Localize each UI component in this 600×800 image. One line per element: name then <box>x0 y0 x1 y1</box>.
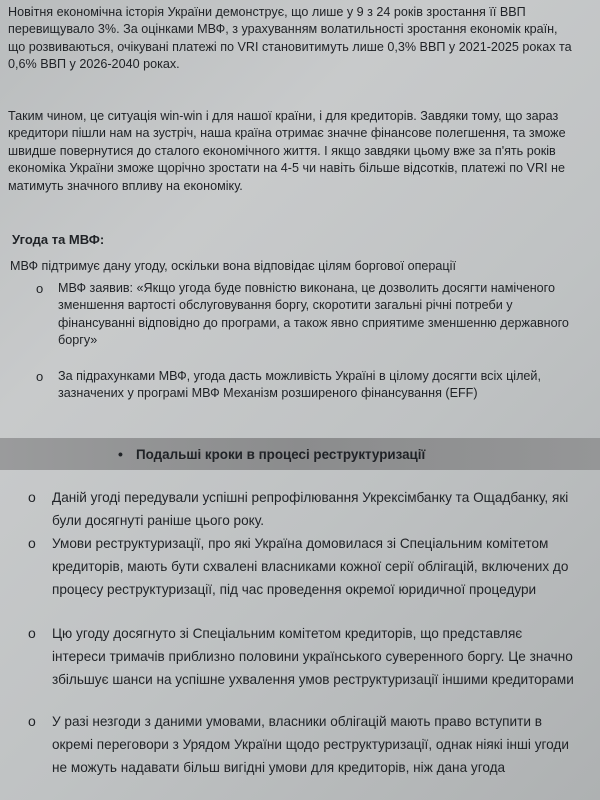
bullet-marker: o <box>28 535 36 551</box>
list-item <box>36 280 576 350</box>
list-item-text: Цю угоду досягнуто зі Спеціальним комітетом кредиторів, що представляє інтереси тримачів приблизно половини українського суверенного боргу. Це значно збільшує шанси на успішне ухвалення умов реструктуризації іншими кредиторами <box>52 626 574 687</box>
list-item-text: МВФ заявив: «Якщо угода буде повністю виконана, це дозволить досягти наміченого зменшення вартості обслуговування боргу, скоротити загальні річні потреби у фінансуванні відповідно до програми, а також явно сприятиме зменшенню державного боргу» <box>58 281 569 348</box>
imf-intro: МВФ підтримує дану угоду, оскільки вона відповідає цілям боргової операції <box>10 259 456 273</box>
bullet-marker: o <box>28 625 36 641</box>
list-item <box>28 532 576 601</box>
list-item-text: У разі незгоди з даними умовами, власники облігацій мають право вступити в окремі переговори з Урядом України щодо реструктуризації, однак ніякі інші угоди не можуть надавати більш вигідні умови для кредиторів, ніж дана угода <box>52 714 569 775</box>
bullet-marker: o <box>36 369 44 384</box>
banner-title: Подальші кроки в процесі реструктуризації <box>136 446 426 462</box>
list-item <box>28 622 576 691</box>
list-item-text: Даній угоді передували успішні репрофілювання Укрексімбанку та Ощадбанку, які були досягнуті раніше цього року. <box>52 490 569 528</box>
bullet-marker: o <box>28 489 36 505</box>
bullet-marker: o <box>36 281 44 296</box>
bullet-marker: o <box>28 713 36 729</box>
list-item-text: Умови реструктуризації, про які Україна домовилася зі Спеціальним комітетом кредиторів, мають бути схвалені власниками кожної серії облігацій, включених до процесу реструктуризації, під час проведення окремої юридичної процедури <box>52 536 569 597</box>
banner-bullet: • <box>118 446 123 462</box>
list-item-text: За підрахунками МВФ, угода дасть можливість Україні в цілому досягти всіх цілей, зазначених у програмі МВФ Механізм розширеного фінансування (EFF) <box>58 369 541 401</box>
section-heading-imf: Угода та МВФ: <box>12 232 105 247</box>
list-item <box>28 486 576 532</box>
list-item <box>36 368 576 403</box>
section-banner <box>0 438 600 470</box>
list-item <box>28 710 576 779</box>
paragraph-win-win: Таким чином, це ситуація win-win і для нашої країни, і для кредиторів. Завдяки тому, що зараз кредитори пішли нам на зустріч, наша країна отримає значне фінансове полегшення, та зможе швидше повернутися до сталого економічного життя. І якщо завдяки цьому вже за п'ять років економіка України зможе щорічно зростати на 4-5 чи навіть більше відсотків, платежі по VRI не матимуть значного впливу на економіку. <box>8 109 566 193</box>
paragraph-gdp-history: Новітня економічна історія України демонструє, що лише у 9 з 24 років зростання її ВВП перевищувало 3%. За оцінками МВФ, з урахуванням волатильності зростання економік країн, що розвиваються, очікувані платежі по VRI становитимуть лише 0,3% ВВП у 2021-2025 роках та 0,6% ВВП у 2026-2040 роках. <box>8 5 572 72</box>
